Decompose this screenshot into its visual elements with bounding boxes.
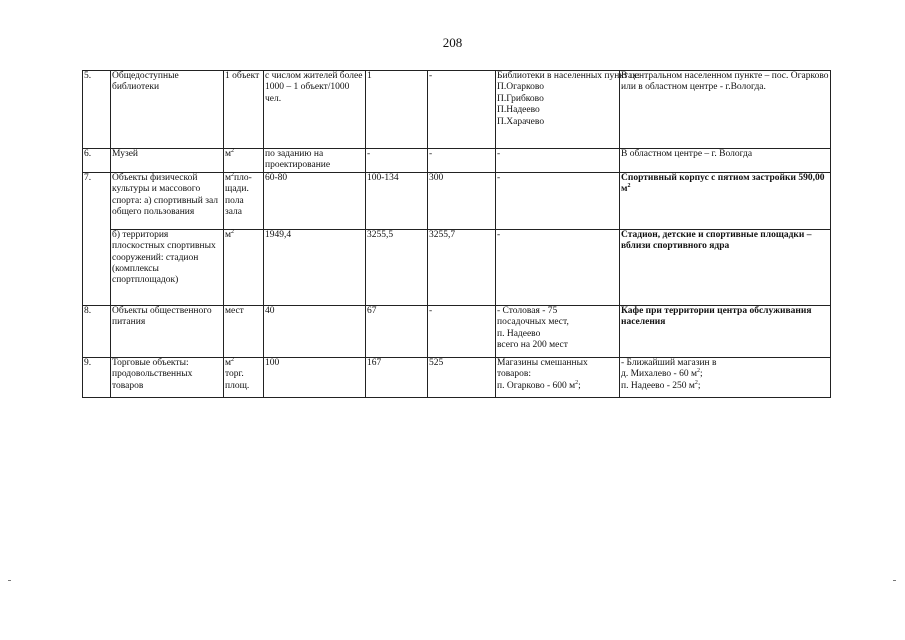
proposal-cell: [620, 357, 831, 397]
existing-line: всего на 200 мест: [497, 340, 568, 351]
existing-line: П.Огарково: [497, 82, 545, 93]
proposal-cell: Кафе при территории центра обслуживания населения: [620, 305, 831, 357]
value-cell: 1: [366, 71, 428, 149]
existing-line: п. Надеево: [497, 328, 541, 339]
unit-cell: [224, 357, 264, 397]
existing-line: Библиотеки в населенных пунктах:: [497, 71, 640, 81]
value-cell: -: [366, 149, 428, 173]
existing-line: П.Надеево: [497, 105, 540, 116]
norm-cell: с числом жителей более 1000 – 1 объект/1000 чел.: [264, 71, 366, 149]
proposal-line: д. Михалево - 60 $м^2$;: [621, 368, 703, 380]
unit-cell: 1 объект: [224, 71, 264, 149]
existing-line: п. Огарково - 600 $м^2$;: [497, 379, 581, 391]
proposal-cell: Стадион, детские и спортивные площадки – вблизи спортивного ядра: [620, 229, 831, 305]
facility-name: Торговые объекты: продовольственных товаров: [111, 357, 224, 397]
unit-line: $м^2$: [225, 356, 235, 368]
facility-name: Общедоступные библиотеки: [111, 71, 224, 149]
facility-name: б) территория плоскостных спортивных сооружений: стадион (комплексы спортплощадок): [111, 229, 224, 305]
table-row: [83, 149, 831, 173]
norm-cell: по заданию на проектирование: [264, 149, 366, 173]
norm-cell: 100: [264, 357, 366, 397]
existing-cell: [496, 305, 620, 357]
existing-cell: [496, 71, 640, 149]
value-cell: 167: [366, 357, 428, 397]
row-number: 9.: [83, 357, 111, 397]
facility-name: Объекты общественного питания: [111, 305, 224, 357]
value-cell: 525: [428, 357, 496, 397]
existing-line: П.Харачево: [497, 116, 545, 127]
proposal-cell: Спортивный корпус с пятиом застройки 590,00 $м^2$: [620, 172, 831, 229]
existing-line: посадочных мест,: [497, 317, 569, 328]
proposal-cell: В центральном населенном пункте – пос. Огарково или в областном центре - г.Вологда.: [620, 71, 831, 149]
scan-edge-mark: [8, 580, 11, 581]
existing-line: Магазины смешанных: [497, 357, 588, 368]
norm-cell: 1949,4: [264, 229, 366, 305]
proposal-cell: В областном центре – г. Вологда: [620, 149, 831, 173]
value-cell: -: [428, 149, 496, 173]
scan-edge-mark: [893, 580, 896, 581]
facility-name: Объекты физической культуры и массового спорта: а) спортивный зал общего пользования: [111, 172, 224, 229]
norm-cell: 60-80: [264, 172, 366, 229]
existing-cell: [496, 357, 620, 397]
facilities-table: [82, 70, 831, 398]
existing-line: П.Грибково: [497, 93, 544, 104]
table-row: [83, 229, 831, 305]
existing-cell: -: [496, 172, 620, 229]
existing-line: - Столовая - 75: [497, 305, 558, 316]
existing-cell: -: [496, 149, 620, 173]
value-cell: 67: [366, 305, 428, 357]
row-number: 8.: [83, 305, 111, 357]
facility-name: Музей: [111, 149, 224, 173]
value-cell: 300: [428, 172, 496, 229]
value-cell: -: [428, 71, 496, 149]
norm-cell: 40: [264, 305, 366, 357]
proposal-line: - Ближайший магазин в: [621, 357, 717, 368]
value-cell: -: [428, 305, 496, 357]
existing-line: товаров:: [497, 369, 531, 380]
unit-cell: $м^2$: [224, 229, 264, 305]
unit-cell: $м^2пло$-щади. пола зала: [224, 172, 264, 229]
unit-cell: $м^2$: [224, 149, 264, 173]
table-row: [83, 305, 831, 357]
table-row: [83, 71, 831, 149]
row-number: 6.: [83, 149, 111, 173]
unit-cell: мест: [224, 305, 264, 357]
unit-line: торг.: [225, 369, 244, 380]
row-number: 5.: [83, 71, 111, 149]
proposal-line: п. Надеево - 250 $м^2$;: [621, 379, 701, 391]
value-cell: 100-134: [366, 172, 428, 229]
row-number: 7.: [83, 172, 111, 305]
table-row: [83, 357, 831, 397]
value-cell: 3255,5: [366, 229, 428, 305]
existing-cell: -: [496, 229, 620, 305]
page-number: 208: [442, 35, 463, 50]
table-row: [83, 172, 831, 229]
value-cell: 3255,7: [428, 229, 496, 305]
unit-line: площ.: [225, 380, 250, 391]
